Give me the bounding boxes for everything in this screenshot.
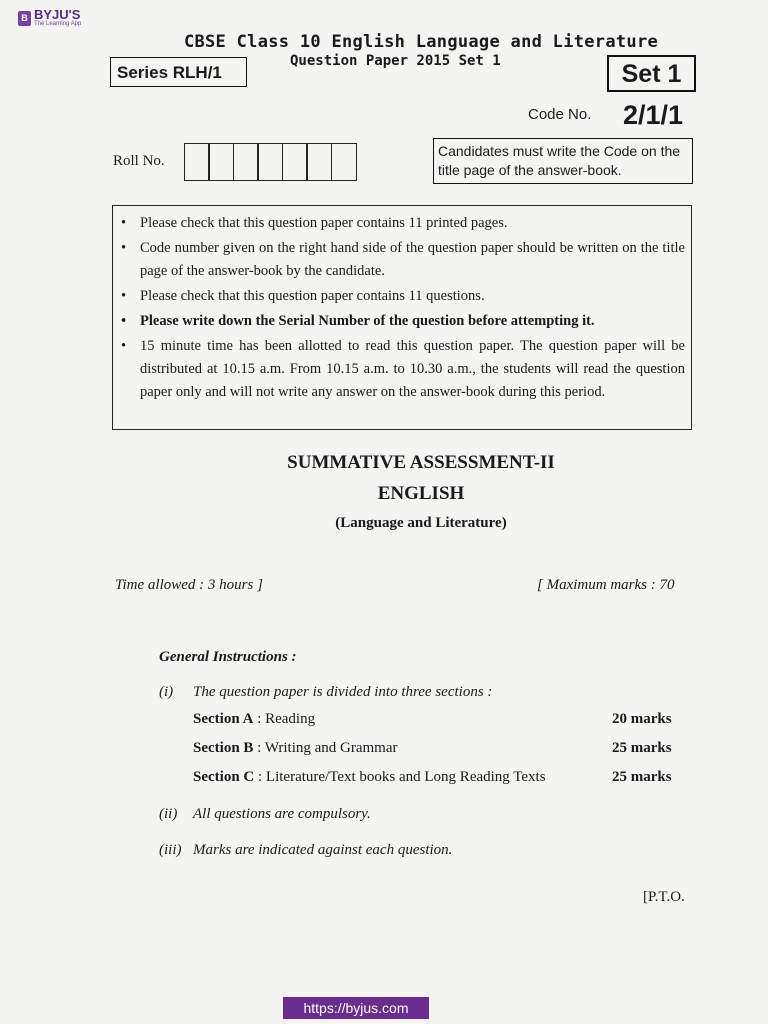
byjus-logo — [18, 9, 81, 27]
section-name: Section C — [193, 769, 255, 785]
roll-number-label: Roll No. — [113, 153, 165, 169]
series-box: Series RLH/1 — [110, 57, 247, 87]
logo-tagline: The Learning App — [34, 21, 82, 27]
paper-title-line2: Question Paper 2015 Set 1 — [290, 53, 501, 69]
roll-number-boxes — [185, 143, 357, 181]
instruction-text: The question paper is divided into three sections : — [193, 684, 493, 700]
roll-box — [282, 143, 308, 181]
section-c-row — [193, 769, 546, 786]
section-marks: 20 marks — [612, 711, 672, 727]
paper-title-line1: CBSE Class 10 English Language and Literature — [183, 32, 659, 52]
instruction-item: • Code number given on the right hand side of the question paper should be written on the title page of the answer-book by the candidate. — [119, 237, 685, 283]
section-desc: : Writing and Grammar — [253, 740, 398, 756]
subject-subtitle: (Language and Literature) — [335, 515, 507, 531]
candidates-note: Candidates must write the Code on the title page of the answer-book. — [433, 138, 693, 184]
section-desc: : Literature/Text books and Long Reading Texts — [254, 769, 546, 785]
footer-url-link[interactable]: https://byjus.com — [283, 997, 429, 1019]
time-allowed: Time allowed : 3 hours ] — [115, 577, 263, 593]
logo-mark: B — [18, 11, 31, 26]
roll-box — [257, 143, 283, 181]
instruction-item: • Please check that this question paper contains 11 questions. — [119, 285, 685, 308]
instruction-text: All questions are compulsory. — [193, 806, 371, 822]
instruction-item: • 15 minute time has been allotted to read this question paper. The question paper will be distributed at 10.15 a.m. From 10.15 a.m. to 10.30 a.m., the students will read the question paper only and will not write any answer on the answer-book during this period. — [119, 335, 685, 404]
general-instructions-heading: General Instructions : — [159, 649, 297, 665]
maximum-marks: [ Maximum marks : 70 — [537, 577, 675, 593]
section-name: Section A — [193, 711, 254, 727]
instruction-number: (i) — [159, 684, 174, 700]
section-name: Section B — [193, 740, 254, 756]
instruction-item: • Please write down the Serial Number of the question before attempting it. — [119, 310, 685, 333]
code-label: Code No. — [528, 106, 592, 123]
instruction-number: (iii) — [159, 842, 182, 858]
roll-box — [208, 143, 234, 181]
roll-box — [331, 143, 357, 181]
pto-label: [P.T.O. — [643, 889, 685, 905]
section-desc: : Reading — [253, 711, 316, 727]
instruction-text: Marks are indicated against each question. — [193, 842, 453, 858]
instruction-item: • Please check that this question paper contains 11 printed pages. — [119, 212, 685, 235]
instruction-number: (ii) — [159, 806, 178, 822]
roll-box — [233, 143, 259, 181]
roll-box — [306, 143, 332, 181]
logo-name: BYJU'S — [34, 7, 81, 22]
section-b-row — [193, 740, 398, 757]
section-marks: 25 marks — [612, 769, 672, 785]
set-box: Set 1 — [607, 55, 696, 92]
subject-title: ENGLISH — [377, 483, 465, 504]
roll-box — [184, 143, 210, 181]
assessment-title: SUMMATIVE ASSESSMENT-II — [287, 452, 555, 473]
section-marks: 25 marks — [612, 740, 672, 756]
instructions-box — [112, 205, 692, 430]
code-value: 2/1/1 — [623, 100, 684, 130]
section-a-row — [193, 711, 315, 728]
